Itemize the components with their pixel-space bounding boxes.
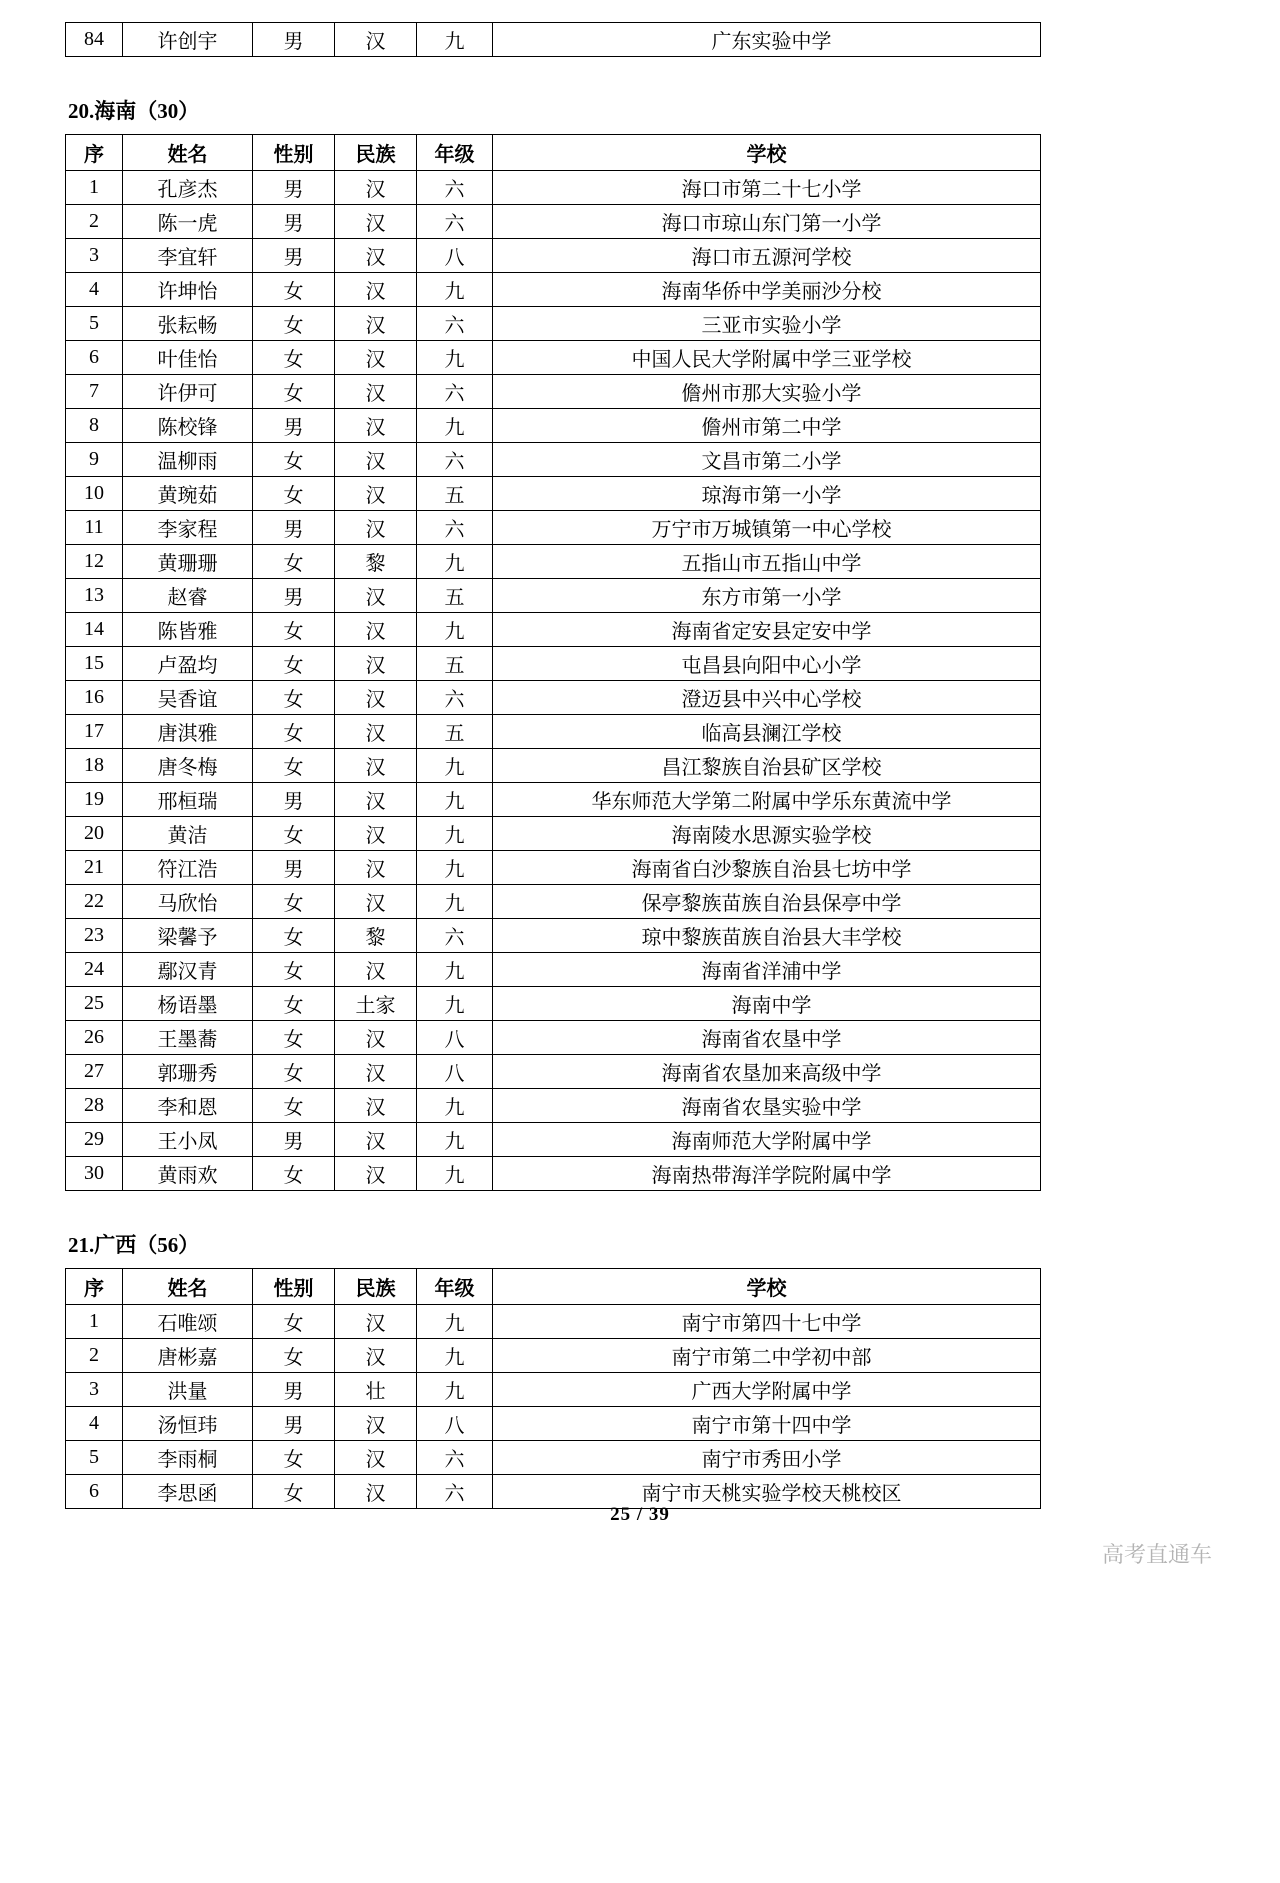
table-cell: 海南省农垦中学 bbox=[493, 1021, 1041, 1055]
table-cell: 汉 bbox=[335, 953, 417, 987]
table-cell: 九 bbox=[417, 409, 493, 443]
table-cell: 汉 bbox=[335, 443, 417, 477]
table-cell: 许创宇 bbox=[123, 23, 253, 57]
table-row bbox=[66, 1305, 1041, 1339]
table-cell: 2 bbox=[66, 1339, 123, 1373]
table-cell: 汉 bbox=[335, 511, 417, 545]
table-cell: 汉 bbox=[335, 1157, 417, 1191]
table-cell: 唐淇雅 bbox=[123, 715, 253, 749]
table-cell: 女 bbox=[253, 341, 335, 375]
table-cell: 男 bbox=[253, 171, 335, 205]
table-cell: 琼中黎族苗族自治县大丰学校 bbox=[493, 919, 1041, 953]
table-cell: 九 bbox=[417, 1339, 493, 1373]
table-cell: 女 bbox=[253, 375, 335, 409]
table-row bbox=[66, 171, 1041, 205]
table-cell: 17 bbox=[66, 715, 123, 749]
table-row bbox=[66, 1021, 1041, 1055]
table-cell: 男 bbox=[253, 511, 335, 545]
table-cell: 鄢汉青 bbox=[123, 953, 253, 987]
table-cell: 女 bbox=[253, 885, 335, 919]
table-cell: 孔彦杰 bbox=[123, 171, 253, 205]
table-cell: 男 bbox=[253, 205, 335, 239]
table-cell: 五 bbox=[417, 477, 493, 511]
table-cell: 汉 bbox=[335, 273, 417, 307]
table-row bbox=[66, 1089, 1041, 1123]
table-row bbox=[66, 1157, 1041, 1191]
table-cell: 八 bbox=[417, 1407, 493, 1441]
table-cell: 汤恒玮 bbox=[123, 1407, 253, 1441]
table-cell: 儋州市第二中学 bbox=[493, 409, 1041, 443]
table-cell: 女 bbox=[253, 817, 335, 851]
table-cell: 女 bbox=[253, 307, 335, 341]
table-cell: 五 bbox=[417, 715, 493, 749]
table-cell: 九 bbox=[417, 987, 493, 1021]
table-cell: 五 bbox=[417, 579, 493, 613]
table-cell: 吴香谊 bbox=[123, 681, 253, 715]
table-row bbox=[66, 443, 1041, 477]
table-cell: 黎 bbox=[335, 919, 417, 953]
table-row bbox=[66, 477, 1041, 511]
table-cell: 汉 bbox=[335, 23, 417, 57]
table-cell: 海口市第二十七小学 bbox=[493, 171, 1041, 205]
table-cell: 25 bbox=[66, 987, 123, 1021]
table-cell: 女 bbox=[253, 681, 335, 715]
table-row bbox=[66, 1339, 1041, 1373]
table-cell: 海口市琼山东门第一小学 bbox=[493, 205, 1041, 239]
table-cell: 南宁市第二中学初中部 bbox=[493, 1339, 1041, 1373]
table-cell: 洪量 bbox=[123, 1373, 253, 1407]
table-cell: 九 bbox=[417, 613, 493, 647]
table-cell: 南宁市第十四中学 bbox=[493, 1407, 1041, 1441]
table-cell: 汉 bbox=[335, 409, 417, 443]
table-cell: 汉 bbox=[335, 1021, 417, 1055]
column-header: 性别 bbox=[253, 1269, 335, 1305]
table-cell: 海南华侨中学美丽沙分校 bbox=[493, 273, 1041, 307]
table-cell: 汉 bbox=[335, 885, 417, 919]
table-cell: 梁馨予 bbox=[123, 919, 253, 953]
table-cell: 男 bbox=[253, 1407, 335, 1441]
table-cell: 女 bbox=[253, 1055, 335, 1089]
table-cell: 女 bbox=[253, 477, 335, 511]
table-cell: 海南师范大学附属中学 bbox=[493, 1123, 1041, 1157]
table-cell: 27 bbox=[66, 1055, 123, 1089]
table-cell: 女 bbox=[253, 749, 335, 783]
table-cell: 琼海市第一小学 bbox=[493, 477, 1041, 511]
table-cell: 海南省农垦加来高级中学 bbox=[493, 1055, 1041, 1089]
table-cell: 文昌市第二小学 bbox=[493, 443, 1041, 477]
table-cell: 临高县澜江学校 bbox=[493, 715, 1041, 749]
guangxi-table-body bbox=[66, 1305, 1041, 1509]
guangxi-table bbox=[65, 1268, 1041, 1509]
table-cell: 八 bbox=[417, 1021, 493, 1055]
table-cell: 汉 bbox=[335, 817, 417, 851]
table-cell: 南宁市天桃实验学校天桃校区 bbox=[493, 1475, 1041, 1509]
table-cell: 男 bbox=[253, 851, 335, 885]
table-cell: 郭珊秀 bbox=[123, 1055, 253, 1089]
table-cell: 九 bbox=[417, 1305, 493, 1339]
table-cell: 卢盈均 bbox=[123, 647, 253, 681]
table-cell: 六 bbox=[417, 681, 493, 715]
table-cell: 7 bbox=[66, 375, 123, 409]
table-row bbox=[66, 919, 1041, 953]
table-row bbox=[66, 341, 1041, 375]
table-cell: 符江浩 bbox=[123, 851, 253, 885]
table-cell: 汉 bbox=[335, 239, 417, 273]
table-row bbox=[66, 1055, 1041, 1089]
table-cell: 汉 bbox=[335, 375, 417, 409]
table-cell: 男 bbox=[253, 1123, 335, 1157]
table-row bbox=[66, 579, 1041, 613]
carryover-table bbox=[65, 22, 1041, 57]
table-cell: 海南陵水思源实验学校 bbox=[493, 817, 1041, 851]
table-cell: 六 bbox=[417, 1441, 493, 1475]
table-cell: 海南省定安县定安中学 bbox=[493, 613, 1041, 647]
table-cell: 84 bbox=[66, 23, 123, 57]
table-cell: 16 bbox=[66, 681, 123, 715]
table-row bbox=[66, 953, 1041, 987]
table-cell: 昌江黎族自治县矿区学校 bbox=[493, 749, 1041, 783]
table-cell: 九 bbox=[417, 783, 493, 817]
table-cell: 九 bbox=[417, 23, 493, 57]
table-cell: 五指山市五指山中学 bbox=[493, 545, 1041, 579]
table-cell: 4 bbox=[66, 273, 123, 307]
table-row bbox=[66, 273, 1041, 307]
column-header: 姓名 bbox=[123, 135, 253, 171]
table-cell: 九 bbox=[417, 1157, 493, 1191]
table-cell: 男 bbox=[253, 579, 335, 613]
table-row bbox=[66, 613, 1041, 647]
table-cell: 东方市第一小学 bbox=[493, 579, 1041, 613]
table-cell: 汉 bbox=[335, 579, 417, 613]
table-cell: 女 bbox=[253, 647, 335, 681]
table-cell: 汉 bbox=[335, 477, 417, 511]
table-cell: 保亭黎族苗族自治县保亭中学 bbox=[493, 885, 1041, 919]
table-cell: 20 bbox=[66, 817, 123, 851]
table-cell: 广东实验中学 bbox=[493, 23, 1041, 57]
table-cell: 中国人民大学附属中学三亚学校 bbox=[493, 341, 1041, 375]
table-cell: 6 bbox=[66, 341, 123, 375]
table-cell: 五 bbox=[417, 647, 493, 681]
table-cell: 汉 bbox=[335, 1441, 417, 1475]
table-row bbox=[66, 205, 1041, 239]
table-cell: 汉 bbox=[335, 1407, 417, 1441]
table-cell: 13 bbox=[66, 579, 123, 613]
table-cell: 海南省洋浦中学 bbox=[493, 953, 1041, 987]
table-cell: 男 bbox=[253, 239, 335, 273]
table-row bbox=[66, 1373, 1041, 1407]
table-cell: 4 bbox=[66, 1407, 123, 1441]
table-cell: 叶佳怡 bbox=[123, 341, 253, 375]
table-cell: 李思函 bbox=[123, 1475, 253, 1509]
table-cell: 汉 bbox=[335, 1475, 417, 1509]
table-row bbox=[66, 1407, 1041, 1441]
table-cell: 女 bbox=[253, 273, 335, 307]
table-cell: 王小凤 bbox=[123, 1123, 253, 1157]
table-cell: 九 bbox=[417, 1089, 493, 1123]
column-header: 年级 bbox=[417, 1269, 493, 1305]
table-cell: 张耘畅 bbox=[123, 307, 253, 341]
table-cell: 1 bbox=[66, 171, 123, 205]
column-header: 序 bbox=[66, 1269, 123, 1305]
table-cell: 六 bbox=[417, 1475, 493, 1509]
table-cell: 汉 bbox=[335, 851, 417, 885]
table-cell: 唐彬嘉 bbox=[123, 1339, 253, 1373]
table-cell: 九 bbox=[417, 273, 493, 307]
table-cell: 海口市五源河学校 bbox=[493, 239, 1041, 273]
table-cell: 男 bbox=[253, 23, 335, 57]
table-header-row bbox=[66, 135, 1041, 171]
table-cell: 陈校锋 bbox=[123, 409, 253, 443]
table-cell: 26 bbox=[66, 1021, 123, 1055]
table-cell: 8 bbox=[66, 409, 123, 443]
table-cell: 女 bbox=[253, 545, 335, 579]
table-cell: 壮 bbox=[335, 1373, 417, 1407]
table-cell: 汉 bbox=[335, 205, 417, 239]
table-cell: 汉 bbox=[335, 307, 417, 341]
table-cell: 六 bbox=[417, 171, 493, 205]
table-cell: 女 bbox=[253, 987, 335, 1021]
table-cell: 汉 bbox=[335, 1339, 417, 1373]
table-cell: 南宁市第四十七中学 bbox=[493, 1305, 1041, 1339]
table-row bbox=[66, 885, 1041, 919]
table-row bbox=[66, 647, 1041, 681]
hainan-table bbox=[65, 134, 1041, 1191]
table-cell: 10 bbox=[66, 477, 123, 511]
table-cell: 陈一虎 bbox=[123, 205, 253, 239]
carryover-table-body bbox=[66, 23, 1041, 57]
table-row bbox=[66, 23, 1041, 57]
table-cell: 汉 bbox=[335, 749, 417, 783]
table-cell: 李和恩 bbox=[123, 1089, 253, 1123]
table-cell: 女 bbox=[253, 953, 335, 987]
column-header: 民族 bbox=[335, 135, 417, 171]
table-cell: 李雨桐 bbox=[123, 1441, 253, 1475]
table-cell: 黄琬茹 bbox=[123, 477, 253, 511]
section-guangxi bbox=[65, 1229, 1280, 1509]
table-cell: 女 bbox=[253, 443, 335, 477]
table-cell: 14 bbox=[66, 613, 123, 647]
table-cell: 八 bbox=[417, 1055, 493, 1089]
table-cell: 海南中学 bbox=[493, 987, 1041, 1021]
table-cell: 南宁市秀田小学 bbox=[493, 1441, 1041, 1475]
table-cell: 李家程 bbox=[123, 511, 253, 545]
table-cell: 石唯颂 bbox=[123, 1305, 253, 1339]
table-cell: 女 bbox=[253, 919, 335, 953]
table-cell: 5 bbox=[66, 307, 123, 341]
table-row bbox=[66, 375, 1041, 409]
table-cell: 汉 bbox=[335, 341, 417, 375]
table-cell: 万宁市万城镇第一中心学校 bbox=[493, 511, 1041, 545]
section-hainan bbox=[65, 95, 1280, 1191]
table-row bbox=[66, 1123, 1041, 1157]
column-header: 民族 bbox=[335, 1269, 417, 1305]
table-cell: 儋州市那大实验小学 bbox=[493, 375, 1041, 409]
table-cell: 九 bbox=[417, 1123, 493, 1157]
table-cell: 土家 bbox=[335, 987, 417, 1021]
table-cell: 六 bbox=[417, 511, 493, 545]
table-cell: 许坤怡 bbox=[123, 273, 253, 307]
table-cell: 九 bbox=[417, 341, 493, 375]
page-number: 25 / 39 bbox=[610, 1504, 670, 1525]
table-cell: 女 bbox=[253, 715, 335, 749]
table-cell: 24 bbox=[66, 953, 123, 987]
table-cell: 杨语墨 bbox=[123, 987, 253, 1021]
table-cell: 30 bbox=[66, 1157, 123, 1191]
column-header: 学校 bbox=[493, 1269, 1041, 1305]
table-cell: 九 bbox=[417, 749, 493, 783]
table-row bbox=[66, 851, 1041, 885]
table-cell: 3 bbox=[66, 239, 123, 273]
table-cell: 女 bbox=[253, 1475, 335, 1509]
table-cell: 邢桓瑞 bbox=[123, 783, 253, 817]
table-cell: 九 bbox=[417, 885, 493, 919]
table-cell: 唐冬梅 bbox=[123, 749, 253, 783]
table-cell: 马欣怡 bbox=[123, 885, 253, 919]
table-cell: 九 bbox=[417, 953, 493, 987]
column-header: 姓名 bbox=[123, 1269, 253, 1305]
table-cell: 21 bbox=[66, 851, 123, 885]
table-cell: 三亚市实验小学 bbox=[493, 307, 1041, 341]
table-cell: 男 bbox=[253, 1373, 335, 1407]
table-cell: 赵睿 bbox=[123, 579, 253, 613]
table-cell: 15 bbox=[66, 647, 123, 681]
table-cell: 29 bbox=[66, 1123, 123, 1157]
table-row bbox=[66, 511, 1041, 545]
table-row bbox=[66, 545, 1041, 579]
table-cell: 汉 bbox=[335, 1055, 417, 1089]
table-row bbox=[66, 239, 1041, 273]
table-cell: 李宜轩 bbox=[123, 239, 253, 273]
table-cell: 屯昌县向阳中心小学 bbox=[493, 647, 1041, 681]
table-cell: 女 bbox=[253, 1339, 335, 1373]
table-cell: 陈皆雅 bbox=[123, 613, 253, 647]
column-header: 年级 bbox=[417, 135, 493, 171]
table-cell: 11 bbox=[66, 511, 123, 545]
table-cell: 女 bbox=[253, 1089, 335, 1123]
table-header-row bbox=[66, 1269, 1041, 1305]
hainan-table-body bbox=[66, 171, 1041, 1191]
table-cell: 黄洁 bbox=[123, 817, 253, 851]
table-cell: 5 bbox=[66, 1441, 123, 1475]
table-cell: 6 bbox=[66, 1475, 123, 1509]
table-cell: 海南省农垦实验中学 bbox=[493, 1089, 1041, 1123]
table-cell: 女 bbox=[253, 1157, 335, 1191]
table-cell: 汉 bbox=[335, 613, 417, 647]
table-row bbox=[66, 409, 1041, 443]
table-cell: 广西大学附属中学 bbox=[493, 1373, 1041, 1407]
column-header: 序 bbox=[66, 135, 123, 171]
table-cell: 女 bbox=[253, 613, 335, 647]
table-cell: 海南省白沙黎族自治县七坊中学 bbox=[493, 851, 1041, 885]
table-cell: 六 bbox=[417, 375, 493, 409]
table-cell: 汉 bbox=[335, 1305, 417, 1339]
table-cell: 女 bbox=[253, 1305, 335, 1339]
table-row bbox=[66, 681, 1041, 715]
table-cell: 19 bbox=[66, 783, 123, 817]
section-title-hainan: 20.海南（30） bbox=[68, 99, 200, 123]
table-cell: 汉 bbox=[335, 171, 417, 205]
table-cell: 汉 bbox=[335, 783, 417, 817]
table-cell: 黎 bbox=[335, 545, 417, 579]
column-header: 性别 bbox=[253, 135, 335, 171]
watermark: 高考直通车 bbox=[1101, 1542, 1212, 1567]
table-cell: 女 bbox=[253, 1441, 335, 1475]
table-cell: 许伊可 bbox=[123, 375, 253, 409]
table-cell: 汉 bbox=[335, 1123, 417, 1157]
table-cell: 男 bbox=[253, 783, 335, 817]
table-cell: 六 bbox=[417, 307, 493, 341]
table-row bbox=[66, 987, 1041, 1021]
table-row bbox=[66, 1441, 1041, 1475]
table-cell: 八 bbox=[417, 239, 493, 273]
table-cell: 汉 bbox=[335, 715, 417, 749]
table-cell: 华东师范大学第二附属中学乐东黄流中学 bbox=[493, 783, 1041, 817]
table-cell: 18 bbox=[66, 749, 123, 783]
table-row bbox=[66, 715, 1041, 749]
table-cell: 28 bbox=[66, 1089, 123, 1123]
table-cell: 23 bbox=[66, 919, 123, 953]
table-cell: 汉 bbox=[335, 647, 417, 681]
table-cell: 汉 bbox=[335, 1089, 417, 1123]
table-cell: 女 bbox=[253, 1021, 335, 1055]
table-cell: 六 bbox=[417, 205, 493, 239]
table-cell: 九 bbox=[417, 1373, 493, 1407]
table-cell: 汉 bbox=[335, 681, 417, 715]
table-cell: 九 bbox=[417, 851, 493, 885]
table-cell: 9 bbox=[66, 443, 123, 477]
table-cell: 2 bbox=[66, 205, 123, 239]
table-cell: 海南热带海洋学院附属中学 bbox=[493, 1157, 1041, 1191]
table-row bbox=[66, 307, 1041, 341]
table-cell: 澄迈县中兴中心学校 bbox=[493, 681, 1041, 715]
table-cell: 温柳雨 bbox=[123, 443, 253, 477]
table-cell: 黄雨欢 bbox=[123, 1157, 253, 1191]
table-cell: 黄珊珊 bbox=[123, 545, 253, 579]
table-cell: 九 bbox=[417, 817, 493, 851]
table-cell: 王墨蕎 bbox=[123, 1021, 253, 1055]
hainan-table-head bbox=[66, 135, 1041, 171]
guangxi-table-head bbox=[66, 1269, 1041, 1305]
table-cell: 3 bbox=[66, 1373, 123, 1407]
table-cell: 六 bbox=[417, 919, 493, 953]
section-title-guangxi: 21.广西（56） bbox=[68, 1233, 200, 1257]
table-row bbox=[66, 749, 1041, 783]
table-cell: 九 bbox=[417, 545, 493, 579]
table-row bbox=[66, 817, 1041, 851]
table-cell: 男 bbox=[253, 409, 335, 443]
table-cell: 1 bbox=[66, 1305, 123, 1339]
table-cell: 12 bbox=[66, 545, 123, 579]
table-cell: 六 bbox=[417, 443, 493, 477]
table-row bbox=[66, 783, 1041, 817]
column-header: 学校 bbox=[493, 135, 1041, 171]
table-cell: 22 bbox=[66, 885, 123, 919]
